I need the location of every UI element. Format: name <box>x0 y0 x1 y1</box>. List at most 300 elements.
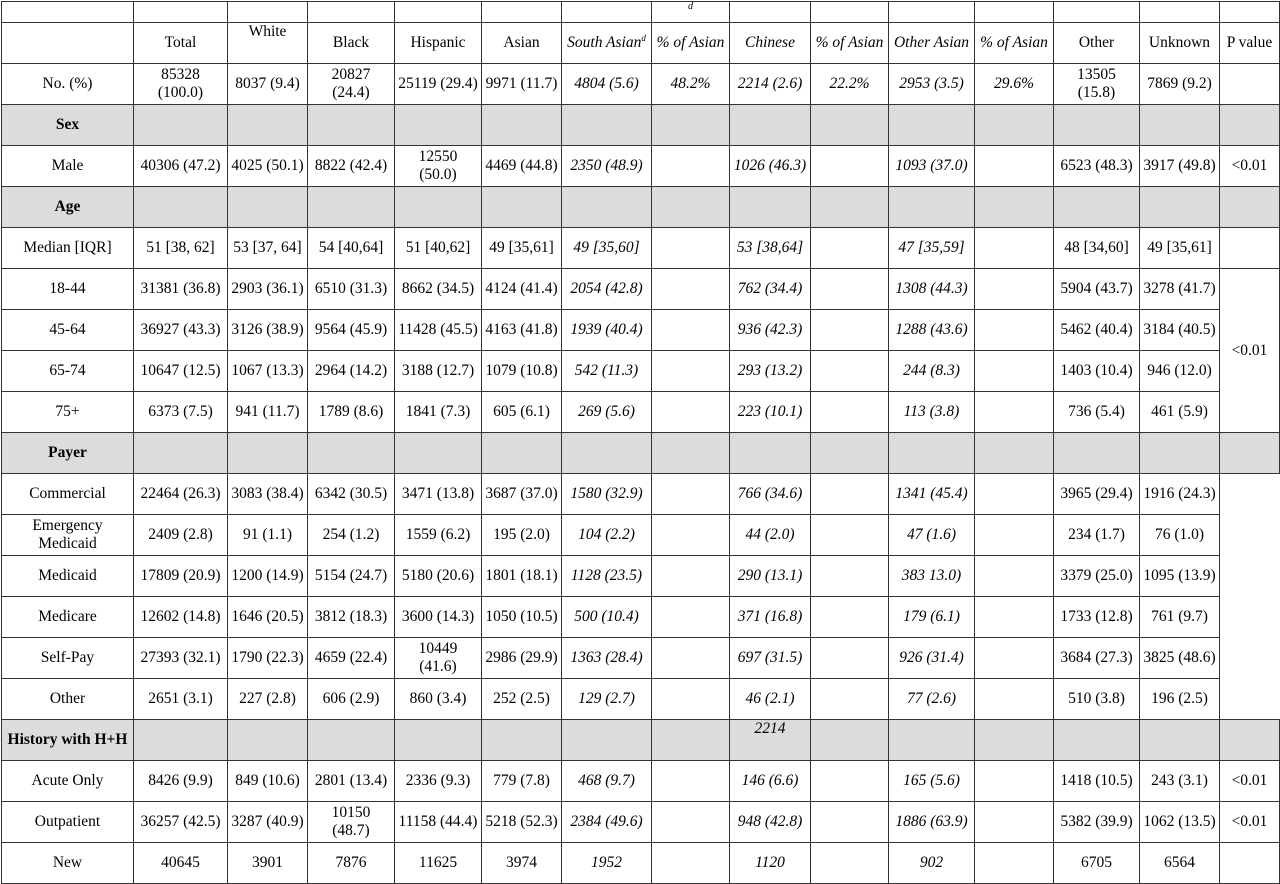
table-cell: 293 (13.2) <box>730 351 811 392</box>
table-cell: 2986 (29.9) <box>482 638 562 679</box>
table-cell: 6705 <box>1054 843 1140 884</box>
section-cell <box>1054 187 1140 228</box>
section-cell <box>1140 105 1220 146</box>
table-cell: 3825 (48.6) <box>1140 638 1220 679</box>
table-cell: 3901 <box>228 843 308 884</box>
table-cell: 371 (16.8) <box>730 597 811 638</box>
table-cell: 85328 (100.0) <box>134 64 228 105</box>
table-cell: 4469 (44.8) <box>482 146 562 187</box>
table-cell: 243 (3.1) <box>1140 761 1220 802</box>
table-cell: 902 <box>889 843 975 884</box>
section-cell <box>975 433 1054 474</box>
table-cell <box>652 146 730 187</box>
table-cell <box>975 146 1054 187</box>
table-cell: 3471 (13.8) <box>395 474 482 515</box>
table-cell <box>652 351 730 392</box>
table-cell: 3126 (38.9) <box>228 310 308 351</box>
table-cell: 47 (1.6) <box>889 515 975 556</box>
table-row <box>2 310 1280 351</box>
table-cell: 4025 (50.1) <box>228 146 308 187</box>
table-cell: 77 (2.6) <box>889 679 975 720</box>
table-cell: 762 (34.4) <box>730 269 811 310</box>
table-cell: 53 [38,64] <box>730 228 811 269</box>
table-cell: 1363 (28.4) <box>562 638 652 679</box>
header-pct-asian-1: % of Asian <box>652 23 730 64</box>
section-cell <box>308 105 395 146</box>
table-cell <box>652 269 730 310</box>
table-cell: 25119 (29.4) <box>395 64 482 105</box>
table-cell: 2953 (3.5) <box>889 64 975 105</box>
table-cell <box>652 228 730 269</box>
table-row <box>2 351 1280 392</box>
p-value-cell <box>1220 228 1280 269</box>
table-cell: 542 (11.3) <box>562 351 652 392</box>
row-label: 75+ <box>2 392 134 433</box>
table-cell: 234 (1.7) <box>1054 515 1140 556</box>
table-cell: 2964 (14.2) <box>308 351 395 392</box>
section-cell <box>228 187 308 228</box>
table-cell: 20827 (24.4) <box>308 64 395 105</box>
table-cell: 3278 (41.7) <box>1140 269 1220 310</box>
p-value-cell: <0.01 <box>1220 761 1280 802</box>
row-label: 45-64 <box>2 310 134 351</box>
table-cell <box>811 146 889 187</box>
row-label: 65-74 <box>2 351 134 392</box>
table-cell: 3287 (40.9) <box>228 802 308 843</box>
table-cell: 40645 <box>134 843 228 884</box>
table-cell: 3379 (25.0) <box>1054 556 1140 597</box>
section-cell <box>482 433 562 474</box>
table-cell: 1559 (6.2) <box>395 515 482 556</box>
table-cell: 49 [35,60] <box>562 228 652 269</box>
table-cell: 3812 (18.3) <box>308 597 395 638</box>
table-row <box>2 105 1280 146</box>
table-cell: 1341 (45.4) <box>889 474 975 515</box>
table-cell: 129 (2.7) <box>562 679 652 720</box>
table-cell: 36927 (43.3) <box>134 310 228 351</box>
table-cell: 2409 (2.8) <box>134 515 228 556</box>
header-chinese: Chinese <box>730 23 811 64</box>
table-cell: 2350 (48.9) <box>562 146 652 187</box>
table-cell <box>811 679 889 720</box>
header-total: Total <box>134 23 228 64</box>
p-value-cell: <0.01 <box>1220 146 1280 187</box>
table-row <box>2 228 1280 269</box>
table-row <box>2 720 1280 761</box>
section-cell <box>730 105 811 146</box>
section-cell <box>562 105 652 146</box>
table-cell <box>652 515 730 556</box>
table-cell: 761 (9.7) <box>1140 597 1220 638</box>
table-cell <box>652 638 730 679</box>
section-cell <box>395 187 482 228</box>
table-cell: 1733 (12.8) <box>1054 597 1140 638</box>
table-cell: 2651 (3.1) <box>134 679 228 720</box>
table-cell: 1026 (46.3) <box>730 146 811 187</box>
table-cell: 1120 <box>730 843 811 884</box>
p-value-cell: <0.01 <box>1220 269 1280 433</box>
header-pct-asian-3: % of Asian <box>975 23 1054 64</box>
table-cell: 6373 (7.5) <box>134 392 228 433</box>
table-cell: 1200 (14.9) <box>228 556 308 597</box>
table-cell: 195 (2.0) <box>482 515 562 556</box>
section-cell <box>975 720 1054 761</box>
table-cell: 1128 (23.5) <box>562 556 652 597</box>
table-cell: 1580 (32.9) <box>562 474 652 515</box>
section-cell <box>811 187 889 228</box>
table-cell: 3974 <box>482 843 562 884</box>
table-cell <box>811 269 889 310</box>
table-cell: 4804 (5.6) <box>562 64 652 105</box>
table-cell: 5382 (39.9) <box>1054 802 1140 843</box>
table-cell: 3917 (49.8) <box>1140 146 1220 187</box>
table-cell: 6564 <box>1140 843 1220 884</box>
table-cell: 11428 (45.5) <box>395 310 482 351</box>
table-cell: 5462 (40.4) <box>1054 310 1140 351</box>
table-cell <box>811 761 889 802</box>
table-row <box>2 597 1280 638</box>
table-cell: 1067 (13.3) <box>228 351 308 392</box>
section-cell <box>652 433 730 474</box>
p-value-cell <box>1220 843 1280 884</box>
table-cell: 48 [34,60] <box>1054 228 1140 269</box>
section-cell <box>308 433 395 474</box>
section-cell <box>975 105 1054 146</box>
table-cell: 290 (13.1) <box>730 556 811 597</box>
table-cell: 1886 (63.9) <box>889 802 975 843</box>
row-label: Medicaid <box>2 556 134 597</box>
table-cell <box>652 802 730 843</box>
table-body <box>2 64 1280 884</box>
table-cell: 54 [40,64] <box>308 228 395 269</box>
section-cell <box>1220 433 1280 474</box>
table-cell: 1789 (8.6) <box>308 392 395 433</box>
section-cell <box>730 433 811 474</box>
section-cell <box>308 720 395 761</box>
section-cell <box>395 433 482 474</box>
table-cell: 1801 (18.1) <box>482 556 562 597</box>
demographics-table <box>1 1 1280 884</box>
header-p-value: P value <box>1220 23 1280 64</box>
section-cell <box>134 187 228 228</box>
table-cell <box>975 843 1054 884</box>
table-cell: 941 (11.7) <box>228 392 308 433</box>
table-cell: 10647 (12.5) <box>134 351 228 392</box>
table-cell: 165 (5.6) <box>889 761 975 802</box>
table-cell: 27393 (32.1) <box>134 638 228 679</box>
table-cell: 146 (6.6) <box>730 761 811 802</box>
table-cell: 1095 (13.9) <box>1140 556 1220 597</box>
table-cell: 849 (10.6) <box>228 761 308 802</box>
section-cell <box>975 187 1054 228</box>
header-asian: Asian <box>482 23 562 64</box>
table-cell: 8426 (9.9) <box>134 761 228 802</box>
table-cell: 12602 (14.8) <box>134 597 228 638</box>
table-cell: 1308 (44.3) <box>889 269 975 310</box>
row-label: Self-Pay <box>2 638 134 679</box>
table-cell: 4124 (41.4) <box>482 269 562 310</box>
table-row <box>2 556 1280 597</box>
table-cell <box>652 679 730 720</box>
section-cell <box>228 720 308 761</box>
section-cell <box>730 187 811 228</box>
p-value-cell: <0.01 <box>1220 802 1280 843</box>
table-cell: 5154 (24.7) <box>308 556 395 597</box>
table-cell: 779 (7.8) <box>482 761 562 802</box>
table-cell: 10449 (41.6) <box>395 638 482 679</box>
table-cell <box>811 843 889 884</box>
table-cell: 1062 (13.5) <box>1140 802 1220 843</box>
table-cell: 5180 (20.6) <box>395 556 482 597</box>
table-row <box>2 433 1280 474</box>
row-label: Age <box>2 187 134 228</box>
table-cell <box>975 310 1054 351</box>
table-cell: 5904 (43.7) <box>1054 269 1140 310</box>
table-cell: 1952 <box>562 843 652 884</box>
table-cell: 6510 (31.3) <box>308 269 395 310</box>
section-cell <box>482 187 562 228</box>
table-cell: 766 (34.6) <box>730 474 811 515</box>
table-cell: 51 [40,62] <box>395 228 482 269</box>
row-label: Sex <box>2 105 134 146</box>
table-cell: 946 (12.0) <box>1140 351 1220 392</box>
table-cell: 47 [35,59] <box>889 228 975 269</box>
table-cell <box>975 474 1054 515</box>
row-label: Acute Only <box>2 761 134 802</box>
table-cell <box>811 802 889 843</box>
table-cell: 926 (31.4) <box>889 638 975 679</box>
table-cell: 2214 (2.6) <box>730 64 811 105</box>
table-cell: 1646 (20.5) <box>228 597 308 638</box>
table-cell: 22464 (26.3) <box>134 474 228 515</box>
table-cell: 48.2% <box>652 64 730 105</box>
table-cell: 468 (9.7) <box>562 761 652 802</box>
table-cell: 3083 (38.4) <box>228 474 308 515</box>
row-label: Male <box>2 146 134 187</box>
row-label: No. (%) <box>2 64 134 105</box>
table-cell: 1939 (40.4) <box>562 310 652 351</box>
table-cell: 3684 (27.3) <box>1054 638 1140 679</box>
row-label: History with H+H <box>2 720 134 761</box>
table-cell: 1288 (43.6) <box>889 310 975 351</box>
table-cell: 196 (2.5) <box>1140 679 1220 720</box>
table-cell <box>975 392 1054 433</box>
table-cell: 223 (10.1) <box>730 392 811 433</box>
row-label: Other <box>2 679 134 720</box>
table-row <box>2 761 1280 802</box>
table-cell: 1403 (10.4) <box>1054 351 1140 392</box>
table-cell <box>811 392 889 433</box>
table-cell <box>811 597 889 638</box>
table-cell: 113 (3.8) <box>889 392 975 433</box>
table-cell: 269 (5.6) <box>562 392 652 433</box>
table-cell: 1093 (37.0) <box>889 146 975 187</box>
section-cell <box>228 433 308 474</box>
header-other-asian: Other Asian <box>889 23 975 64</box>
table-cell: 4163 (41.8) <box>482 310 562 351</box>
table-cell: 2336 (9.3) <box>395 761 482 802</box>
table-row <box>2 474 1280 515</box>
table-cell: 17809 (20.9) <box>134 556 228 597</box>
table-cell <box>975 679 1054 720</box>
p-value-cell <box>1220 64 1280 105</box>
table-cell: 3965 (29.4) <box>1054 474 1140 515</box>
table-cell: 10150 (48.7) <box>308 802 395 843</box>
table-cell <box>975 556 1054 597</box>
row-label: Payer <box>2 433 134 474</box>
table-cell: 1790 (22.3) <box>228 638 308 679</box>
section-cell <box>1220 187 1280 228</box>
table-cell: 8662 (34.5) <box>395 269 482 310</box>
table-cell <box>652 761 730 802</box>
table-cell: 605 (6.1) <box>482 392 562 433</box>
section-cell <box>1220 720 1280 761</box>
table-cell: 510 (3.8) <box>1054 679 1140 720</box>
table-cell: 51 [38, 62] <box>134 228 228 269</box>
table-cell: 11625 <box>395 843 482 884</box>
table-cell <box>811 515 889 556</box>
table-row <box>2 515 1280 556</box>
table-cell: 9971 (11.7) <box>482 64 562 105</box>
table-cell: 12550 (50.0) <box>395 146 482 187</box>
table-cell: 9564 (45.9) <box>308 310 395 351</box>
table-cell: 1841 (7.3) <box>395 392 482 433</box>
table-cell: 11158 (44.4) <box>395 802 482 843</box>
table-cell <box>975 515 1054 556</box>
table-cell: 254 (1.2) <box>308 515 395 556</box>
table-cell: 461 (5.9) <box>1140 392 1220 433</box>
table-cell <box>652 843 730 884</box>
section-cell <box>395 105 482 146</box>
section-cell <box>811 105 889 146</box>
table-cell: 46 (2.1) <box>730 679 811 720</box>
table-cell <box>811 556 889 597</box>
table-cell: 91 (1.1) <box>228 515 308 556</box>
section-cell <box>1140 720 1220 761</box>
row-label: New <box>2 843 134 884</box>
section-cell <box>228 105 308 146</box>
section-cell <box>889 720 975 761</box>
table-cell <box>811 228 889 269</box>
table-cell: 3687 (37.0) <box>482 474 562 515</box>
header-other: Other <box>1054 23 1140 64</box>
table-cell: 13505 (15.8) <box>1054 64 1140 105</box>
header-south-asian: South Asian$^d$ <box>562 23 652 64</box>
table-cell <box>652 556 730 597</box>
section-cell <box>811 433 889 474</box>
table-cell: 179 (6.1) <box>889 597 975 638</box>
header-hispanic: Hispanic <box>395 23 482 64</box>
table-cell <box>975 228 1054 269</box>
table-cell: 252 (2.5) <box>482 679 562 720</box>
table-cell <box>975 761 1054 802</box>
table-cell: 227 (2.8) <box>228 679 308 720</box>
section-cell <box>482 105 562 146</box>
table-row <box>2 392 1280 433</box>
table-cell: 1418 (10.5) <box>1054 761 1140 802</box>
table-cell: 53 [37, 64] <box>228 228 308 269</box>
section-cell <box>395 720 482 761</box>
row-label: Outpatient <box>2 802 134 843</box>
table-cell: 2384 (49.6) <box>562 802 652 843</box>
table-cell: 1079 (10.8) <box>482 351 562 392</box>
section-cell <box>1054 433 1140 474</box>
table-cell <box>652 310 730 351</box>
table-cell: 104 (2.2) <box>562 515 652 556</box>
section-cell <box>811 720 889 761</box>
table-cell: 244 (8.3) <box>889 351 975 392</box>
header-blank <box>2 23 134 64</box>
table-cell <box>975 802 1054 843</box>
table-row <box>2 802 1280 843</box>
row-label: Median [IQR] <box>2 228 134 269</box>
section-cell <box>652 720 730 761</box>
table-cell: 7869 (9.2) <box>1140 64 1220 105</box>
row-label: Emergency Medicaid <box>2 515 134 556</box>
table-cell: 49 [35,61] <box>1140 228 1220 269</box>
table-cell: 697 (31.5) <box>730 638 811 679</box>
table-cell: 22.2% <box>811 64 889 105</box>
table-cell: 860 (3.4) <box>395 679 482 720</box>
table-cell <box>975 351 1054 392</box>
table-cell: 500 (10.4) <box>562 597 652 638</box>
section-cell <box>1140 433 1220 474</box>
section-cell <box>889 433 975 474</box>
header-unknown: Unknown <box>1140 23 1220 64</box>
table-cell: 5218 (52.3) <box>482 802 562 843</box>
section-cell <box>889 105 975 146</box>
table-cell: 36257 (42.5) <box>134 802 228 843</box>
header-row <box>2 23 1280 64</box>
table-cell <box>811 351 889 392</box>
table-cell <box>975 638 1054 679</box>
section-cell <box>134 720 228 761</box>
section-cell <box>134 105 228 146</box>
section-cell <box>889 187 975 228</box>
table-cell: 29.6% <box>975 64 1054 105</box>
section-cell <box>652 105 730 146</box>
table-cell: 76 (1.0) <box>1140 515 1220 556</box>
top-spacer-row <box>2 2 1280 23</box>
table-row <box>2 269 1280 310</box>
table-cell <box>652 392 730 433</box>
table-cell: 948 (42.8) <box>730 802 811 843</box>
section-cell <box>482 720 562 761</box>
table-cell: 8037 (9.4) <box>228 64 308 105</box>
table-cell <box>811 638 889 679</box>
table-cell: 4659 (22.4) <box>308 638 395 679</box>
table-row <box>2 679 1280 720</box>
section-cell <box>1140 187 1220 228</box>
table-cell <box>652 474 730 515</box>
section-cell <box>1054 720 1140 761</box>
table-cell <box>811 474 889 515</box>
table-row <box>2 187 1280 228</box>
table-cell: 3184 (40.5) <box>1140 310 1220 351</box>
table-cell: 2054 (42.8) <box>562 269 652 310</box>
table-cell: 3188 (12.7) <box>395 351 482 392</box>
table-cell: 2801 (13.4) <box>308 761 395 802</box>
table-cell: 40306 (47.2) <box>134 146 228 187</box>
section-cell <box>134 433 228 474</box>
header-white: White <box>228 23 308 64</box>
table-cell: 1916 (24.3) <box>1140 474 1220 515</box>
table-cell <box>811 310 889 351</box>
row-label: Commercial <box>2 474 134 515</box>
section-cell <box>562 433 652 474</box>
table-cell: 49 [35,61] <box>482 228 562 269</box>
table-cell: 936 (42.3) <box>730 310 811 351</box>
